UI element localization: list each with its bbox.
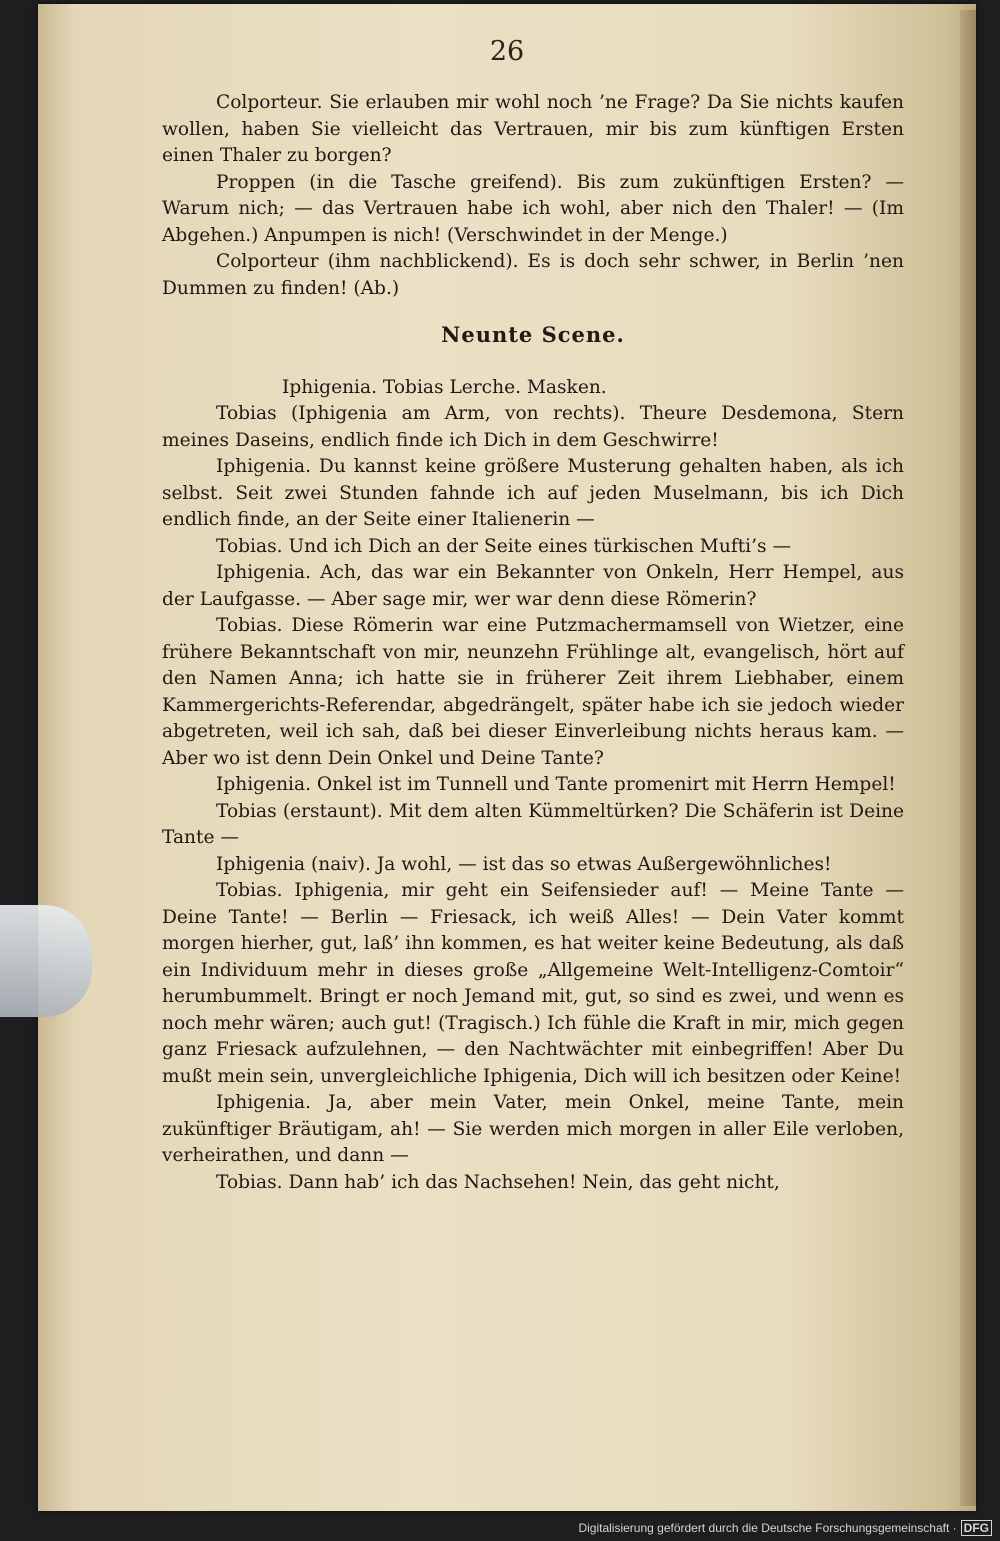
- book-page: [38, 4, 976, 1511]
- footer-text: Digitalisierung gefördert durch die Deutsche Forschungsgemeinschaft ·: [578, 1521, 957, 1535]
- paragraph: Iphigenia. Ach, das war ein Bekannter von Onkeln, Herr Hempel, aus der Laufgasse. — Aber sage mir, wer war denn diese Römerin?: [162, 562, 904, 610]
- paragraph: Iphigenia (naiv). Ja wohl, — ist das so etwas Außergewöhnliches!: [216, 853, 832, 875]
- paragraph: Tobias. Iphigenia, mir geht ein Seifensieder auf! — Meine Tante — Deine Tante! — Berlin — Friesack, ich weiß Alles! — Dein Vater kommt morgen hierher, gut, laß’ ihn kommen, es hat weiter keine Bedeutung, als daß ein Individuum mehr in dieses große „Allgemeine Welt-Intelligenz-Comtoir“ herumbummelt. Bringt er noch Jemand mit, gut, so sind es zwei, und wenn es noch mehr wären; auch gut! (Tragisch.) Ich fühle die Kraft in mir, mich gegen ganz Friesack aufzulehnen, — den Nachtwächter mit einbegriffen! Aber Du mußt mein sein, unvergleichliche Iphigenia, Dich will ich besitzen oder Keine!: [162, 880, 904, 1087]
- paragraph: Tobias. Diese Römerin war eine Putzmachermamsell von Wietzer, eine frühere Bekanntschaft von mir, neunzehn Frühlinge alt, evangelisch, hört auf den Namen Anna; ich hatte sie in früherer Zeit ihrem Liebhaber, einem Kammergerichts-Referendar, abgedrängelt, später habe ich sie jedoch wieder abgetreten, weil ich sah, daß bei dieser Einverleibung nichts heraus kam. — Aber wo ist denn Dein Onkel und Deine Tante?: [162, 615, 904, 769]
- scene-heading: Neunte Scene.: [441, 322, 625, 347]
- paragraph: Colporteur. Sie erlauben mir wohl noch ’ne Frage? Da Sie nichts kaufen wollen, haben Sie vielleicht das Vertrauen, mir bis zum künftigen Ersten einen Thaler zu borgen?: [162, 92, 904, 166]
- dfg-logo-icon: DFG: [961, 1520, 992, 1536]
- cast-list: Iphigenia. Tobias Lerche. Masken.: [282, 376, 607, 398]
- paragraph: Tobias (erstaunt). Mit dem alten Kümmeltürken? Die Schäferin ist Deine Tante —: [162, 800, 904, 848]
- paragraph: Iphigenia. Ja, aber mein Vater, mein Onkel, meine Tante, mein zukünftiger Bräutigam, ah! — Sie werden mich morgen in aller Eile verloben, verheirathen, und dann —: [162, 1092, 904, 1166]
- paragraph: Iphigenia. Onkel ist im Tunnell und Tante promenirt mit Herrn Hempel!: [216, 774, 896, 795]
- paragraph: Proppen (in die Tasche greifend). Bis zum zukünftigen Ersten? — Warum nich; — das Vertrauen habe ich wohl, aber nich den Thaler! — (Im Abgehen.) Anpumpen is nich! (Verschwindet in der Menge.): [162, 171, 904, 246]
- page-clip-marker: [0, 905, 92, 1017]
- paragraph: Tobias. Und ich Dich an der Seite eines türkischen Mufti’s —: [216, 535, 792, 557]
- page-number: 26: [489, 36, 525, 67]
- paragraph: Tobias (Iphigenia am Arm, von rechts). Theure Desdemona, Stern meines Daseins, endlich finde ich Dich in dem Geschwirre!: [162, 403, 904, 451]
- paragraph: Colporteur (ihm nachblickend). Es is doch sehr schwer, in Berlin ’nen Dummen zu finden! (Ab.): [162, 251, 904, 299]
- footer-credit: [578, 1521, 992, 1535]
- page-edge: [960, 10, 976, 1506]
- page-text: [162, 90, 904, 1196]
- paragraph: Tobias. Dann hab’ ich das Nachsehen! Nein, das geht nicht,: [216, 1171, 780, 1193]
- paragraph: Iphigenia. Du kannst keine größere Musterung gehalten haben, als ich selbst. Seit zwei Stunden fahnde ich auf jeden Muselmann, bis ich Dich endlich finde, an der Seite einer Italienerin —: [162, 456, 904, 530]
